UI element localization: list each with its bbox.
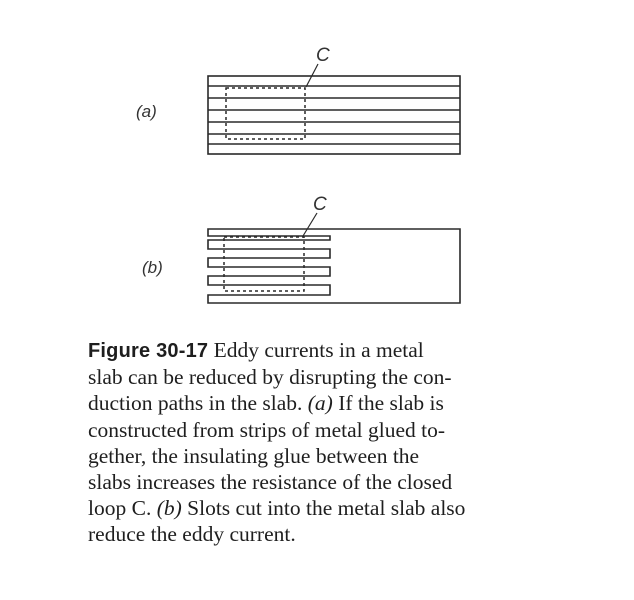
caption-line-6: slabs increases the resistance of the closed	[88, 470, 453, 495]
caption-line-7-pre: loop C.	[88, 496, 157, 521]
figure-caption	[88, 337, 568, 548]
caption-line-5: gether, the insulating glue between the	[88, 443, 420, 468]
loop-c-a-label: C	[316, 45, 330, 66]
caption-line-3-post: If the slab is	[332, 391, 444, 416]
loop-c-b-label: C	[313, 194, 327, 215]
loop-c-a	[226, 88, 305, 139]
caption-line-1	[88, 337, 568, 364]
caption-line-7	[88, 495, 568, 521]
panel-b	[208, 213, 460, 303]
caption-line-4: constructed from strips of metal glued to-	[88, 417, 446, 442]
caption-line-8: reduce the eddy current.	[88, 522, 296, 547]
caption-line-1-text: Eddy currents in a metal	[208, 338, 424, 362]
figure-number: Figure 30-17	[88, 340, 209, 362]
caption-ref-a: (a)	[307, 391, 333, 416]
caption-line-7-post: Slots cut into the metal slab also	[181, 496, 466, 521]
panel-a-label: (a)	[136, 102, 157, 121]
caption-line-3-pre: duction paths in the slab.	[88, 391, 308, 416]
panel-b-label: (b)	[142, 258, 163, 277]
loop-c-b	[224, 237, 304, 291]
loop-c-b-pointer	[303, 213, 317, 236]
caption-ref-b: (b)	[156, 496, 182, 521]
caption-line-2: slab can be reduced by disrupting the con-	[88, 365, 452, 390]
panel-a	[208, 64, 460, 154]
caption-line-3	[88, 390, 568, 416]
slotted-slab-b	[208, 229, 460, 303]
